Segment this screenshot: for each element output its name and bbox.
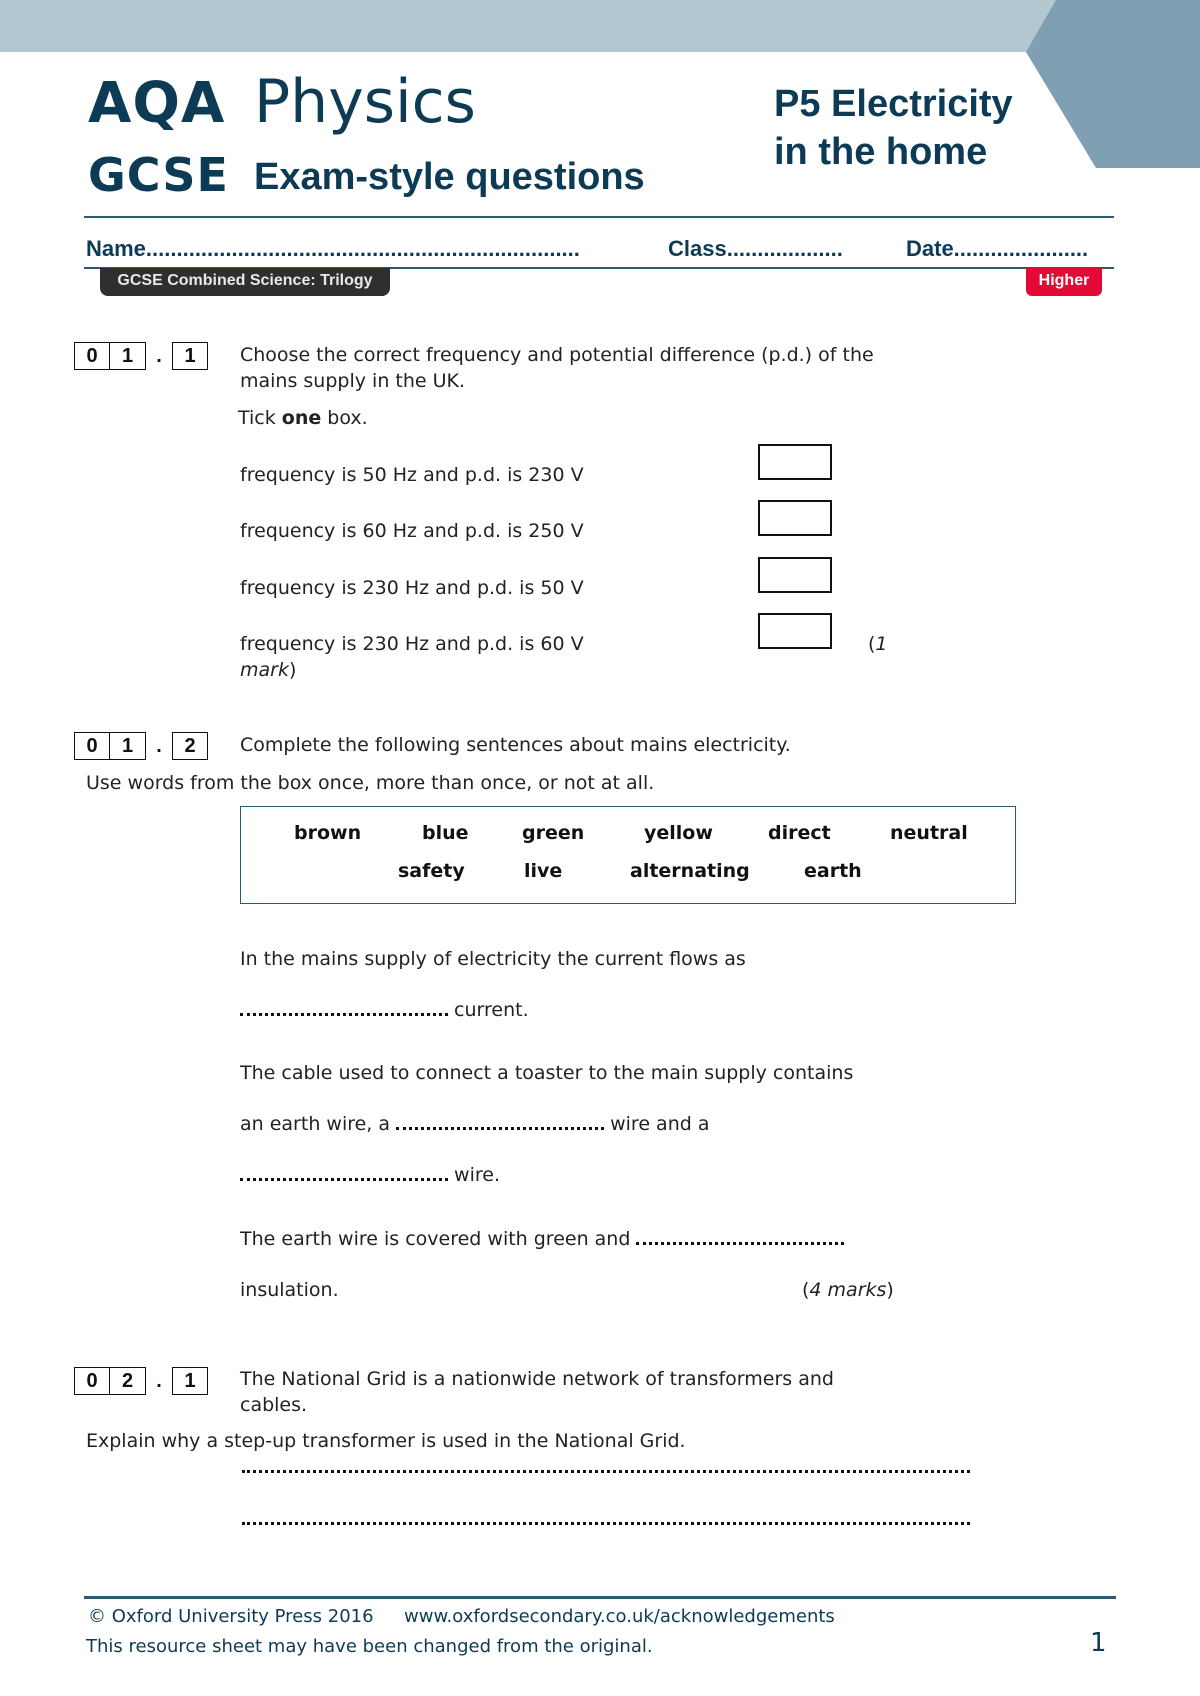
marks-q01-1-part2 — [240, 657, 296, 683]
qnum-digit: 2 — [172, 732, 208, 760]
sentence-3 — [240, 1111, 710, 1137]
tick-prefix: Tick — [238, 407, 282, 429]
marks-number: 1 — [875, 633, 888, 655]
marks-q01-1-part1 — [868, 631, 888, 657]
answer-blank[interactable] — [396, 1113, 604, 1130]
answer-blank[interactable] — [240, 1164, 448, 1181]
question-01-2-text: Complete the following sentences about mains electricity. — [240, 734, 791, 756]
marks-open: ( — [868, 633, 876, 655]
answer-line[interactable] — [242, 1522, 970, 1525]
qnum-digit: 1 — [110, 732, 146, 760]
date-field[interactable]: Date...................... — [906, 236, 1089, 261]
footer-note: This resource sheet may have been changed from the original. — [86, 1636, 653, 1657]
header-divider — [84, 216, 1114, 218]
qnum-dot: . — [156, 1369, 162, 1392]
word-option: blue — [422, 822, 469, 844]
question-number-01-1 — [74, 342, 208, 370]
word-option: earth — [804, 860, 862, 882]
question-01-1-text: Choose the correct frequency and potential difference (p.d.) of the mains supply in the UK. — [240, 344, 874, 392]
course-tag: GCSE Combined Science: Trilogy — [100, 268, 390, 296]
marks-text: 4 marks — [809, 1279, 887, 1301]
question-02-1-text: The National Grid is a nationwide network of transformers and cables. — [240, 1368, 834, 1416]
word-option: brown — [294, 822, 362, 844]
qnum-digit: 0 — [74, 1367, 110, 1395]
qnum-digit: 1 — [172, 1367, 208, 1395]
tick-box-option-3[interactable] — [758, 557, 832, 593]
qnum-dot: . — [156, 344, 162, 367]
sentence-1: In the mains supply of electricity the current flows as — [240, 948, 746, 970]
sentence-6: insulation. — [240, 1279, 339, 1301]
word-option: neutral — [890, 822, 968, 844]
sentence-4-end: wire. — [448, 1164, 500, 1186]
sentence-5-start: The earth wire is covered with green and — [240, 1228, 637, 1250]
sentence-1-end: current. — [448, 999, 529, 1021]
brand-aqa: AQA — [88, 71, 226, 136]
qnum-digit: 2 — [110, 1367, 146, 1395]
qnum-dot: . — [156, 734, 162, 757]
class-field[interactable]: Class................... — [668, 236, 843, 261]
brand-physics: Physics — [254, 67, 476, 137]
qnum-digit: 0 — [74, 342, 110, 370]
word-option: safety — [398, 860, 465, 882]
sentence-4 — [240, 1162, 500, 1188]
answer-blank[interactable] — [636, 1228, 844, 1245]
acknowledgements-link[interactable]: www.oxfordsecondary.co.uk/acknowledgements — [404, 1606, 835, 1627]
marks-open: ( — [802, 1279, 810, 1301]
tier-badge: Higher — [1026, 268, 1102, 296]
chapter-title-line1: P5 Electricity — [774, 83, 1013, 125]
qnum-digit: 0 — [74, 732, 110, 760]
question-02-1-instruction: Explain why a step-up transformer is used in the National Grid. — [86, 1430, 686, 1452]
word-box — [240, 806, 1016, 904]
footer-divider — [84, 1596, 1116, 1599]
sentence-2: The cable used to connect a toaster to the main supply contains — [240, 1062, 854, 1084]
tick-instruction — [238, 405, 368, 431]
question-01-2-instruction: Use words from the box once, more than once, or not at all. — [86, 772, 655, 794]
brand-subtitle: Exam-style questions — [254, 156, 645, 198]
sentence-5 — [240, 1226, 844, 1252]
marks-close: ) — [288, 659, 297, 681]
copyright: © Oxford University Press 2016 — [88, 1606, 374, 1627]
sentence-3-start: an earth wire, a — [240, 1113, 397, 1135]
option-label: frequency is 50 Hz and p.d. is 230 V — [240, 464, 584, 486]
brand-gcse: GCSE — [88, 148, 229, 202]
tick-emphasis: one — [281, 407, 322, 429]
name-field[interactable]: Name....................................................................... — [86, 236, 580, 261]
word-option: alternating — [630, 860, 750, 882]
word-option: direct — [768, 822, 831, 844]
word-option: green — [522, 822, 585, 844]
tick-box-option-1[interactable] — [758, 444, 832, 480]
answer-blank[interactable] — [240, 999, 448, 1016]
tick-box-option-2[interactable] — [758, 500, 832, 536]
option-label: frequency is 60 Hz and p.d. is 250 V — [240, 520, 584, 542]
sentence-1-continued — [240, 997, 529, 1023]
answer-line[interactable] — [242, 1470, 970, 1473]
question-number-01-2 — [74, 732, 208, 760]
question-number-02-1 — [74, 1367, 208, 1395]
word-option: live — [524, 860, 563, 882]
tick-suffix: box. — [321, 407, 368, 429]
chapter-title-line2: in the home — [774, 131, 988, 173]
tick-box-option-4[interactable] — [758, 613, 832, 649]
marks-word: mark — [240, 659, 289, 681]
option-label: frequency is 230 Hz and p.d. is 50 V — [240, 577, 584, 599]
page-number: 1 — [1090, 1628, 1107, 1658]
qnum-digit: 1 — [172, 342, 208, 370]
corner-decoration — [1020, 0, 1200, 168]
qnum-digit: 1 — [110, 342, 146, 370]
option-label: frequency is 230 Hz and p.d. is 60 V — [240, 633, 584, 655]
word-option: yellow — [644, 822, 713, 844]
marks-q01-2 — [802, 1277, 894, 1303]
sentence-3-end: wire and a — [604, 1113, 710, 1135]
chapter-title — [774, 80, 1044, 176]
marks-close: ) — [886, 1279, 894, 1301]
